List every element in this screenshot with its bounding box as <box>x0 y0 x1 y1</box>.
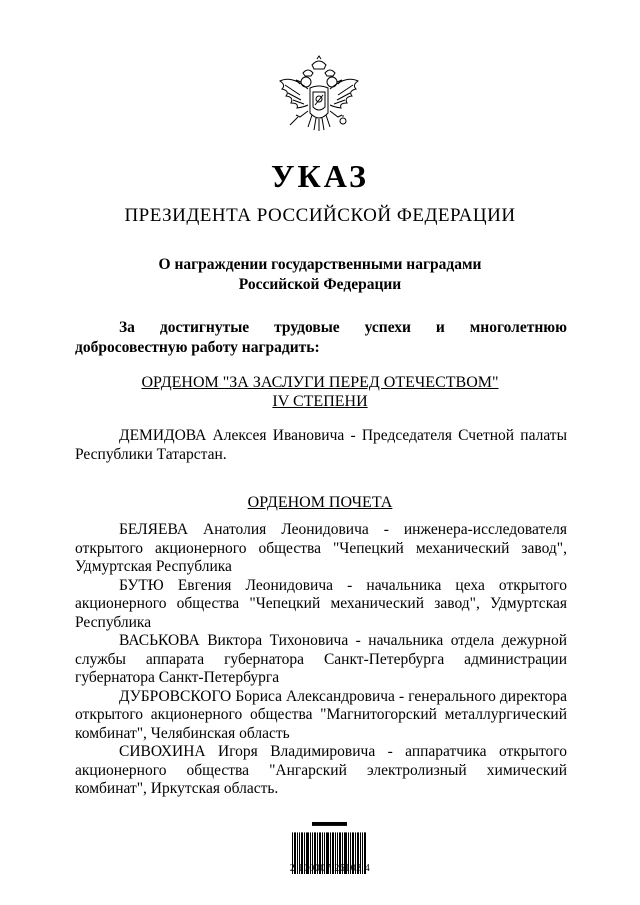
document-subtitle: ПРЕЗИДЕНТА РОССИЙСКОЙ ФЕДЕРАЦИИ <box>124 205 516 226</box>
recipient-entry: ДЕМИДОВА Алексея Ивановича - Председателя Счетной палаты Республики Татарстан. <box>75 427 567 463</box>
award-title-line-1: ОРДЕНОМ "ЗА ЗАСЛУГИ ПЕРЕД ОТЕЧЕСТВОМ" <box>141 374 499 391</box>
award1-recipient-list <box>75 427 567 464</box>
intro-word: успехи <box>364 319 411 336</box>
decree-heading <box>0 255 640 295</box>
recipient-entry: ДУБРОВСКОГО Бориса Александровича - генерального директора открытого акционерного общества "Магнитогорский металлургический комбинат", Челябинская область <box>75 687 567 742</box>
intro-line-1 <box>75 318 567 338</box>
award-heading-order-of-merit <box>0 373 640 411</box>
heading-line-2: Российской Федерации <box>238 276 402 293</box>
recipient-entry: БЕЛЯЕВА Анатолия Леонидовича - инженера-исследователя открытого акционерного общества "Чепецкий механический завод", Удмуртская Республика <box>75 521 567 575</box>
heading-line-1: О награждении государственными наградами <box>158 256 482 273</box>
recipient-entry: ВАСЬКОВА Виктора Тихоновича - начальника отдела дежурной службы аппарата губернатора Санкт-Петербурга администрации губернатора Санкт-Петербурга <box>75 632 567 686</box>
award-title-line-1: ОРДЕНОМ ПОЧЕТА <box>247 494 393 511</box>
coat-of-arms-emblem <box>270 55 368 147</box>
barcode-number: 2 100007 26103 4 <box>289 863 371 874</box>
document-title: УКАЗ <box>271 158 369 194</box>
intro-word: достигнутые <box>159 319 250 336</box>
intro-word: За <box>119 319 135 336</box>
award-heading-order-of-honour <box>0 493 640 512</box>
intro-word: многолетнюю <box>469 319 567 336</box>
intro-word: и <box>435 319 445 336</box>
intro-paragraph <box>75 318 567 358</box>
intro-word: трудовые <box>274 319 340 336</box>
award2-recipient-list <box>75 521 567 799</box>
intro-line-2: добросовестную работу наградить: <box>75 339 320 356</box>
recipient-entry: БУТЮ Евгения Леонидовича - начальника цеха открытого акционерного общества "Чепецкий механический завод", Удмуртская Республика <box>75 576 567 631</box>
recipient-entry: СИВОХИНА Игоря Владимировича - аппаратчика открытого акционерного общества "Ангарский электролизный химический комбинат", Иркутская область. <box>75 743 567 797</box>
award-title-line-2: IV СТЕПЕНИ <box>272 393 368 410</box>
